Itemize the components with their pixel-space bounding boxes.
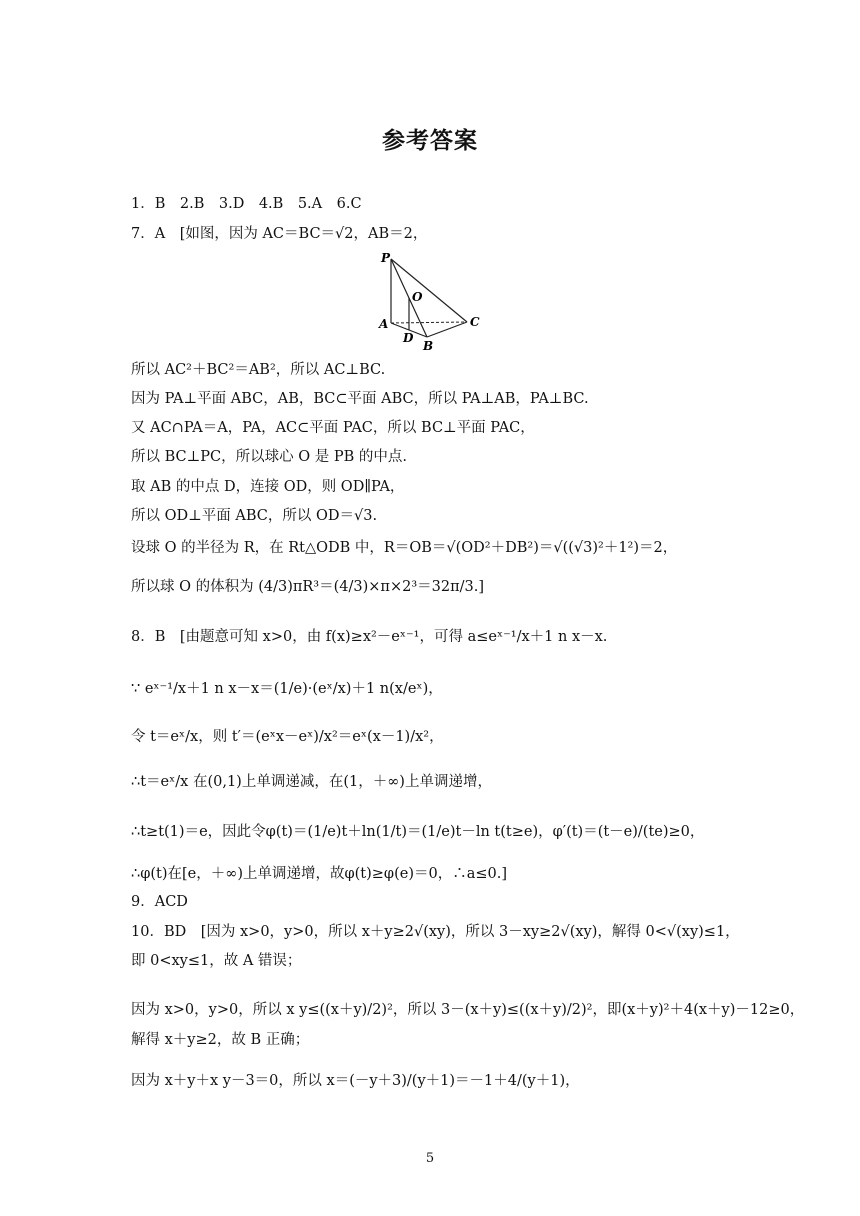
page-number: 5 [425, 1151, 435, 1166]
answer-line: 所以 BC⊥PC，所以球心 O 是 PB 的中点. [131, 449, 407, 465]
page-title: 参考答案 [382, 128, 478, 154]
answer-line: 设球 O 的半径为 R，在 Rt△ODB 中，R＝OB＝√(OD²＋DB²)＝√((√3)²＋1²)＝2， [131, 540, 678, 556]
answer-line: 所以 AC²＋BC²＝AB²，所以 AC⊥BC. [131, 362, 386, 378]
label-c: C [470, 315, 480, 329]
answer-line: 9．ACD [131, 894, 188, 910]
label-p: P [381, 251, 391, 265]
answer-line: 所以球 O 的体积为 (4/3)πR³＝(4/3)×π×2³＝32π/3.] [131, 579, 484, 595]
label-o: O [412, 290, 423, 304]
edge-ac [391, 322, 467, 323]
answer-line: 又 AC∩PA＝A，PA，AC⊂平面 PAC，所以 BC⊥平面 PAC， [131, 420, 535, 436]
answer-line: 因为 x＋y＋x y－3＝0，所以 x＝(－y＋3)/(y＋1)＝－1＋4/(y＋1)， [131, 1073, 580, 1089]
geometry-figure [377, 251, 487, 353]
answer-line: 因为 x>0，y>0，所以 x y≤((x＋y)/2)²，所以 3－(x＋y)≤((x＋y)/2)²，即(x＋y)²＋4(x＋y)－12≥0， [131, 1002, 805, 1018]
answer-line: 7．A [如图，因为 AC＝BC＝√2，AB＝2， [131, 226, 428, 242]
label-b: B [423, 339, 434, 353]
label-a: A [379, 317, 389, 331]
edge-bc [427, 322, 467, 337]
answer-line: 取 AB 的中点 D，连接 OD，则 OD∥PA， [131, 479, 405, 495]
edge-pc [391, 259, 467, 322]
answer-line: ∴t＝eˣ/x 在(0,1)上单调递减，在(1，＋∞)上单调递增， [131, 774, 492, 790]
answer-line: ∴t≥t(1)＝e，因此令φ(t)＝(1/e)t＋ln(1/t)＝(1/e)t－ln t(t≥e)，φ′(t)＝(t－e)/(te)≥0， [131, 824, 705, 840]
answer-line: 解得 x＋y≥2，故 B 正确； [131, 1032, 310, 1048]
answer-line: ∵ eˣ⁻¹/x＋1 n x－x＝(1/e)·(eˣ/x)＋1 n(x/eˣ)， [131, 681, 443, 697]
answer-line: 8．B [由题意可知 x>0，由 f(x)≥x²－eˣ⁻¹，可得 a≤eˣ⁻¹/x＋1 n x－x. [131, 629, 608, 645]
label-d: D [403, 331, 414, 345]
answer-line: ∴φ(t)在[e，＋∞)上单调递增，故φ(t)≥φ(e)＝0，∴a≤0.] [131, 866, 507, 882]
answer-line: 即 0<xy≤1，故 A 错误； [131, 953, 302, 969]
answer-line: 1．B 2.B 3.D 4.B 5.A 6.C [131, 196, 362, 212]
answer-line: 10．BD [因为 x>0，y>0，所以 x＋y≥2√(xy)，所以 3－xy≥2√(xy)，解得 0<√(xy)≤1， [131, 924, 740, 940]
answer-line: 因为 PA⊥平面 ABC，AB，BC⊂平面 ABC，所以 PA⊥AB，PA⊥BC. [131, 391, 589, 407]
answer-line: 所以 OD⊥平面 ABC，所以 OD＝√3. [131, 508, 378, 524]
answer-line: 令 t＝eˣ/x，则 t′＝(eˣx－eˣ)/x²＝eˣ(x－1)/x²， [131, 729, 444, 745]
